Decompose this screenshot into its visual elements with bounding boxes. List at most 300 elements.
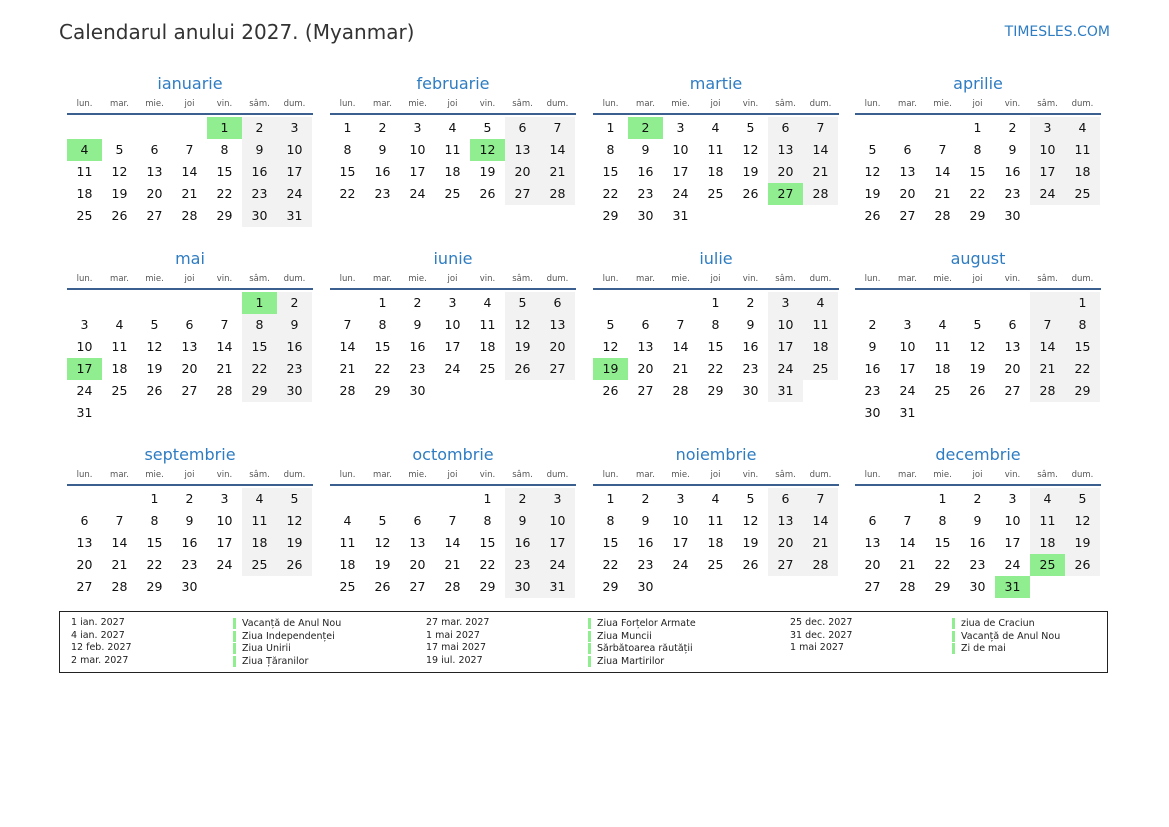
day-cell: 10: [1030, 139, 1065, 161]
weekday-label: mar.: [636, 470, 655, 480]
day-cell: 10: [672, 142, 689, 157]
day-grid: [855, 292, 1101, 424]
legend-date: 2 mar. 2027: [71, 654, 129, 666]
weekday-label: lun.: [339, 99, 356, 109]
day-cell: 6: [413, 513, 422, 528]
holiday-day: 2: [628, 117, 663, 139]
day-cell: 25: [803, 358, 838, 380]
month-martie: [593, 72, 839, 227]
day-cell: 6: [903, 142, 912, 157]
legend-holiday-name: Vacanță de Anul Nou: [952, 631, 1060, 642]
day-cell: 20: [181, 361, 198, 376]
day-cell: 30: [864, 405, 881, 420]
day-cell: 11: [111, 339, 128, 354]
weekday-label: vin.: [216, 470, 233, 480]
day-cell: 16: [637, 535, 654, 550]
weekday-label: dum.: [809, 470, 832, 480]
day-cell: 1: [483, 491, 492, 506]
day-grid: [330, 488, 576, 598]
day-cell: 27: [181, 383, 198, 398]
day-cell: 24: [540, 554, 575, 576]
day-cell: 1: [973, 120, 982, 135]
day-cell: 3: [540, 488, 575, 510]
day-cell: 12: [742, 513, 759, 528]
day-cell: 29: [216, 208, 233, 223]
day-cell: 1: [938, 491, 947, 506]
empty-cell: [855, 117, 890, 139]
empty-cell: [593, 292, 628, 314]
day-cell: 4: [1065, 117, 1100, 139]
empty-cell: [67, 488, 102, 510]
day-cell: 8: [938, 513, 947, 528]
weekday-label: lun.: [602, 99, 619, 109]
day-cell: 25: [111, 383, 128, 398]
day-cell: 18: [479, 339, 496, 354]
weekday-label: sâm.: [249, 470, 270, 480]
day-cell: 24: [768, 358, 803, 380]
day-cell: 26: [111, 208, 128, 223]
day-cell: 25: [339, 579, 356, 594]
day-cell: 11: [242, 510, 277, 532]
weekday-label: vin.: [479, 470, 496, 480]
weekday-label: mar.: [636, 99, 655, 109]
legend-holiday-name: Ziua Independenței: [233, 631, 335, 642]
legend-holiday-name: Ziua Unirii: [233, 643, 291, 654]
day-cell: 25: [707, 557, 724, 572]
empty-cell: [628, 292, 663, 314]
day-cell: 13: [540, 314, 575, 336]
day-cell: 13: [409, 535, 426, 550]
weekday-label: dum.: [283, 274, 306, 284]
day-cell: 18: [803, 336, 838, 358]
day-cell: 1: [378, 295, 387, 310]
day-cell: 8: [606, 142, 615, 157]
month-ianuarie: [67, 72, 313, 227]
day-cell: 17: [1030, 161, 1065, 183]
day-cell: 1: [150, 491, 159, 506]
day-cell: 14: [803, 139, 838, 161]
day-cell: 25: [707, 186, 724, 201]
empty-cell: [890, 488, 925, 510]
weekday-header: [330, 96, 576, 115]
day-cell: 13: [76, 535, 93, 550]
day-cell: 12: [146, 339, 163, 354]
weekday-label: dum.: [1071, 274, 1094, 284]
day-cell: 15: [707, 339, 724, 354]
empty-cell: [1030, 292, 1065, 314]
weekday-header: [67, 96, 313, 115]
day-cell: 10: [409, 142, 426, 157]
day-cell: 31: [672, 208, 689, 223]
empty-cell: [995, 292, 1030, 314]
empty-cell: [137, 117, 172, 139]
day-cell: 8: [483, 513, 492, 528]
empty-cell: [925, 117, 960, 139]
day-cell: 3: [1008, 491, 1017, 506]
day-cell: 7: [115, 513, 124, 528]
day-cell: 23: [181, 557, 198, 572]
legend-date: 19 iul. 2027: [426, 654, 483, 666]
day-cell: 26: [1065, 554, 1100, 576]
day-cell: 26: [742, 186, 759, 201]
weekday-label: lun.: [864, 99, 881, 109]
weekday-header: [593, 96, 839, 115]
day-cell: 17: [277, 161, 312, 183]
weekday-label: mar.: [110, 470, 129, 480]
day-cell: 6: [641, 317, 650, 332]
day-cell: 4: [711, 120, 720, 135]
day-cell: 27: [864, 579, 881, 594]
day-cell: 30: [242, 205, 277, 227]
day-cell: 28: [540, 183, 575, 205]
day-cell: 24: [444, 361, 461, 376]
day-cell: 21: [111, 557, 128, 572]
month-name: octombrie: [412, 445, 494, 464]
day-cell: 4: [242, 488, 277, 510]
day-cell: 18: [707, 164, 724, 179]
day-cell: 6: [868, 513, 877, 528]
month-name: august: [950, 249, 1006, 268]
weekday-label: dum.: [1071, 99, 1094, 109]
day-cell: 29: [969, 208, 986, 223]
day-cell: 9: [505, 510, 540, 532]
day-cell: 17: [540, 532, 575, 554]
day-cell: 15: [479, 535, 496, 550]
weekday-header: [593, 467, 839, 486]
day-cell: 3: [676, 491, 685, 506]
day-cell: 28: [803, 554, 838, 576]
day-cell: 7: [803, 117, 838, 139]
day-cell: 4: [483, 295, 492, 310]
holiday-day: 27: [768, 183, 803, 205]
day-cell: 4: [448, 120, 457, 135]
day-cell: 15: [146, 535, 163, 550]
day-cell: 31: [768, 380, 803, 402]
empty-cell: [400, 488, 435, 510]
day-cell: 5: [150, 317, 159, 332]
weekday-label: joi: [447, 99, 458, 109]
day-cell: 6: [540, 292, 575, 314]
day-grid: [593, 488, 839, 598]
weekday-header: [855, 467, 1101, 486]
day-cell: 4: [803, 292, 838, 314]
day-cell: 18: [707, 535, 724, 550]
day-cell: 26: [146, 383, 163, 398]
day-cell: 14: [339, 339, 356, 354]
weekday-label: vin.: [742, 470, 759, 480]
empty-cell: [102, 292, 137, 314]
day-cell: 16: [242, 161, 277, 183]
weekday-header: [67, 271, 313, 290]
day-cell: 13: [1004, 339, 1021, 354]
day-cell: 16: [277, 336, 312, 358]
day-cell: 26: [505, 358, 540, 380]
empty-cell: [365, 488, 400, 510]
weekday-label: mie.: [933, 99, 952, 109]
day-cell: 2: [505, 488, 540, 510]
day-grid: [67, 292, 313, 424]
empty-cell: [330, 292, 365, 314]
weekday-label: joi: [184, 470, 195, 480]
day-cell: 28: [444, 579, 461, 594]
day-cell: 16: [181, 535, 198, 550]
day-cell: 12: [602, 339, 619, 354]
weekday-header: [593, 271, 839, 290]
day-cell: 22: [339, 186, 356, 201]
day-cell: 11: [479, 317, 496, 332]
weekday-label: mar.: [373, 99, 392, 109]
day-cell: 10: [899, 339, 916, 354]
day-cell: 23: [242, 183, 277, 205]
day-cell: 29: [1065, 380, 1100, 402]
day-cell: 28: [1030, 380, 1065, 402]
day-cell: 22: [242, 358, 277, 380]
day-cell: 12: [505, 314, 540, 336]
weekday-label: dum.: [1071, 470, 1094, 480]
legend-holiday-name: Ziua Muncii: [588, 631, 652, 642]
day-cell: 22: [602, 186, 619, 201]
month-iulie: [593, 247, 839, 402]
weekday-label: lun.: [864, 274, 881, 284]
day-cell: 23: [374, 186, 391, 201]
weekday-label: lun.: [339, 274, 356, 284]
day-cell: 27: [540, 358, 575, 380]
day-cell: 19: [374, 557, 391, 572]
weekday-label: mar.: [898, 99, 917, 109]
day-cell: 25: [934, 383, 951, 398]
day-cell: 26: [602, 383, 619, 398]
day-cell: 17: [672, 164, 689, 179]
holiday-day: 4: [67, 139, 102, 161]
weekday-label: dum.: [283, 470, 306, 480]
day-cell: 30: [742, 383, 759, 398]
day-cell: 27: [899, 208, 916, 223]
day-cell: 9: [641, 142, 650, 157]
weekday-label: lun.: [76, 99, 93, 109]
weekday-label: mie.: [671, 470, 690, 480]
day-cell: 12: [1065, 510, 1100, 532]
day-cell: 29: [242, 380, 277, 402]
day-cell: 25: [1065, 183, 1100, 205]
day-cell: 14: [899, 535, 916, 550]
day-cell: 16: [1004, 164, 1021, 179]
day-cell: 26: [277, 554, 312, 576]
day-cell: 14: [803, 510, 838, 532]
legend-date: 1 mai 2027: [426, 629, 480, 641]
day-cell: 9: [641, 513, 650, 528]
day-cell: 22: [216, 186, 233, 201]
holiday-day: 19: [593, 358, 628, 380]
site-link[interactable]: TIMESLES.COM: [1004, 24, 1110, 40]
day-cell: 16: [374, 164, 391, 179]
day-cell: 15: [242, 336, 277, 358]
day-cell: 11: [76, 164, 93, 179]
day-cell: 18: [111, 361, 128, 376]
day-cell: 14: [444, 535, 461, 550]
legend-date: 17 mai 2027: [426, 642, 487, 654]
day-cell: 22: [146, 557, 163, 572]
day-cell: 19: [1065, 532, 1100, 554]
day-cell: 21: [181, 186, 198, 201]
day-cell: 15: [602, 164, 619, 179]
day-cell: 20: [768, 532, 803, 554]
day-cell: 22: [707, 361, 724, 376]
day-cell: 5: [378, 513, 387, 528]
day-cell: 13: [181, 339, 198, 354]
day-cell: 29: [707, 383, 724, 398]
day-grid: [67, 117, 313, 227]
day-cell: 1: [1065, 292, 1100, 314]
day-cell: 8: [378, 317, 387, 332]
month-mai: [67, 247, 313, 424]
day-cell: 9: [1008, 142, 1017, 157]
legend-date: 31 dec. 2027: [790, 629, 853, 641]
day-cell: 19: [742, 535, 759, 550]
legend-date: 12 feb. 2027: [71, 642, 132, 654]
day-cell: 12: [277, 510, 312, 532]
day-cell: 30: [637, 208, 654, 223]
day-cell: 24: [409, 186, 426, 201]
empty-cell: [435, 488, 470, 510]
day-cell: 21: [803, 532, 838, 554]
day-cell: 12: [864, 164, 881, 179]
day-cell: 22: [479, 557, 496, 572]
holiday-day: 1: [242, 292, 277, 314]
day-cell: 6: [505, 117, 540, 139]
day-cell: 7: [220, 317, 229, 332]
day-cell: 20: [768, 161, 803, 183]
day-cell: 21: [540, 161, 575, 183]
day-cell: 15: [339, 164, 356, 179]
day-cell: 8: [606, 513, 615, 528]
weekday-label: sâm.: [775, 274, 796, 284]
day-cell: 27: [505, 183, 540, 205]
day-cell: 7: [803, 488, 838, 510]
day-cell: 29: [479, 579, 496, 594]
day-cell: 23: [969, 557, 986, 572]
weekday-label: mie.: [145, 99, 164, 109]
day-cell: 30: [277, 380, 312, 402]
day-cell: 8: [242, 314, 277, 336]
day-cell: 15: [969, 164, 986, 179]
holiday-day: 1: [207, 117, 242, 139]
day-cell: 30: [637, 579, 654, 594]
day-cell: 1: [606, 491, 615, 506]
weekday-label: dum.: [809, 99, 832, 109]
day-cell: 28: [181, 208, 198, 223]
day-cell: 15: [1065, 336, 1100, 358]
day-cell: 17: [444, 339, 461, 354]
holiday-day: 31: [995, 576, 1030, 598]
weekday-label: mar.: [110, 99, 129, 109]
day-grid: [593, 117, 839, 227]
day-cell: 11: [707, 142, 724, 157]
day-cell: 18: [339, 557, 356, 572]
day-cell: 30: [409, 383, 426, 398]
day-cell: 7: [540, 117, 575, 139]
day-cell: 4: [711, 491, 720, 506]
day-cell: 7: [676, 317, 685, 332]
weekday-label: sâm.: [249, 99, 270, 109]
empty-cell: [960, 292, 995, 314]
empty-cell: [855, 488, 890, 510]
legend-holiday-name: Vacanță de Anul Nou: [233, 618, 341, 629]
weekday-label: dum.: [546, 99, 569, 109]
day-cell: 6: [80, 513, 89, 528]
day-cell: 27: [637, 383, 654, 398]
day-cell: 16: [505, 532, 540, 554]
day-cell: 28: [216, 383, 233, 398]
month-februarie: [330, 72, 576, 205]
weekday-label: mie.: [671, 274, 690, 284]
day-cell: 25: [76, 208, 93, 223]
weekday-label: vin.: [216, 99, 233, 109]
day-cell: 11: [1065, 139, 1100, 161]
day-cell: 21: [216, 361, 233, 376]
day-cell: 27: [76, 579, 93, 594]
weekday-label: joi: [447, 274, 458, 284]
day-cell: 18: [1030, 532, 1065, 554]
weekday-label: sâm.: [512, 470, 533, 480]
day-grid: [330, 292, 576, 402]
day-cell: 5: [606, 317, 615, 332]
day-cell: 13: [768, 139, 803, 161]
day-cell: 21: [1030, 358, 1065, 380]
day-cell: 5: [746, 120, 755, 135]
day-cell: 15: [374, 339, 391, 354]
day-cell: 7: [185, 142, 194, 157]
day-cell: 26: [374, 579, 391, 594]
day-cell: 11: [707, 513, 724, 528]
day-cell: 25: [242, 554, 277, 576]
day-cell: 12: [111, 164, 128, 179]
day-cell: 3: [448, 295, 457, 310]
day-cell: 20: [1004, 361, 1021, 376]
day-cell: 5: [973, 317, 982, 332]
day-cell: 3: [768, 292, 803, 314]
day-cell: 28: [899, 579, 916, 594]
day-cell: 19: [969, 361, 986, 376]
day-cell: 27: [409, 579, 426, 594]
weekday-label: vin.: [742, 274, 759, 284]
day-cell: 23: [505, 554, 540, 576]
day-cell: 23: [277, 358, 312, 380]
day-cell: 5: [746, 491, 755, 506]
month-name: iunie: [433, 249, 473, 268]
day-cell: 23: [742, 361, 759, 376]
day-cell: 5: [505, 292, 540, 314]
day-cell: 17: [899, 361, 916, 376]
weekday-label: mar.: [110, 274, 129, 284]
weekday-header: [855, 96, 1101, 115]
day-cell: 8: [220, 142, 229, 157]
day-cell: 23: [637, 557, 654, 572]
day-cell: 30: [505, 576, 540, 598]
day-cell: 2: [242, 117, 277, 139]
day-cell: 14: [216, 339, 233, 354]
day-cell: 28: [803, 183, 838, 205]
weekday-label: joi: [972, 470, 983, 480]
holiday-day: 25: [1030, 554, 1065, 576]
day-cell: 10: [444, 317, 461, 332]
legend-holiday-name: ziua de Craciun: [952, 618, 1035, 629]
day-cell: 13: [899, 164, 916, 179]
day-cell: 11: [339, 535, 356, 550]
day-cell: 19: [505, 336, 540, 358]
day-cell: 21: [672, 361, 689, 376]
empty-cell: [172, 117, 207, 139]
day-cell: 5: [868, 142, 877, 157]
